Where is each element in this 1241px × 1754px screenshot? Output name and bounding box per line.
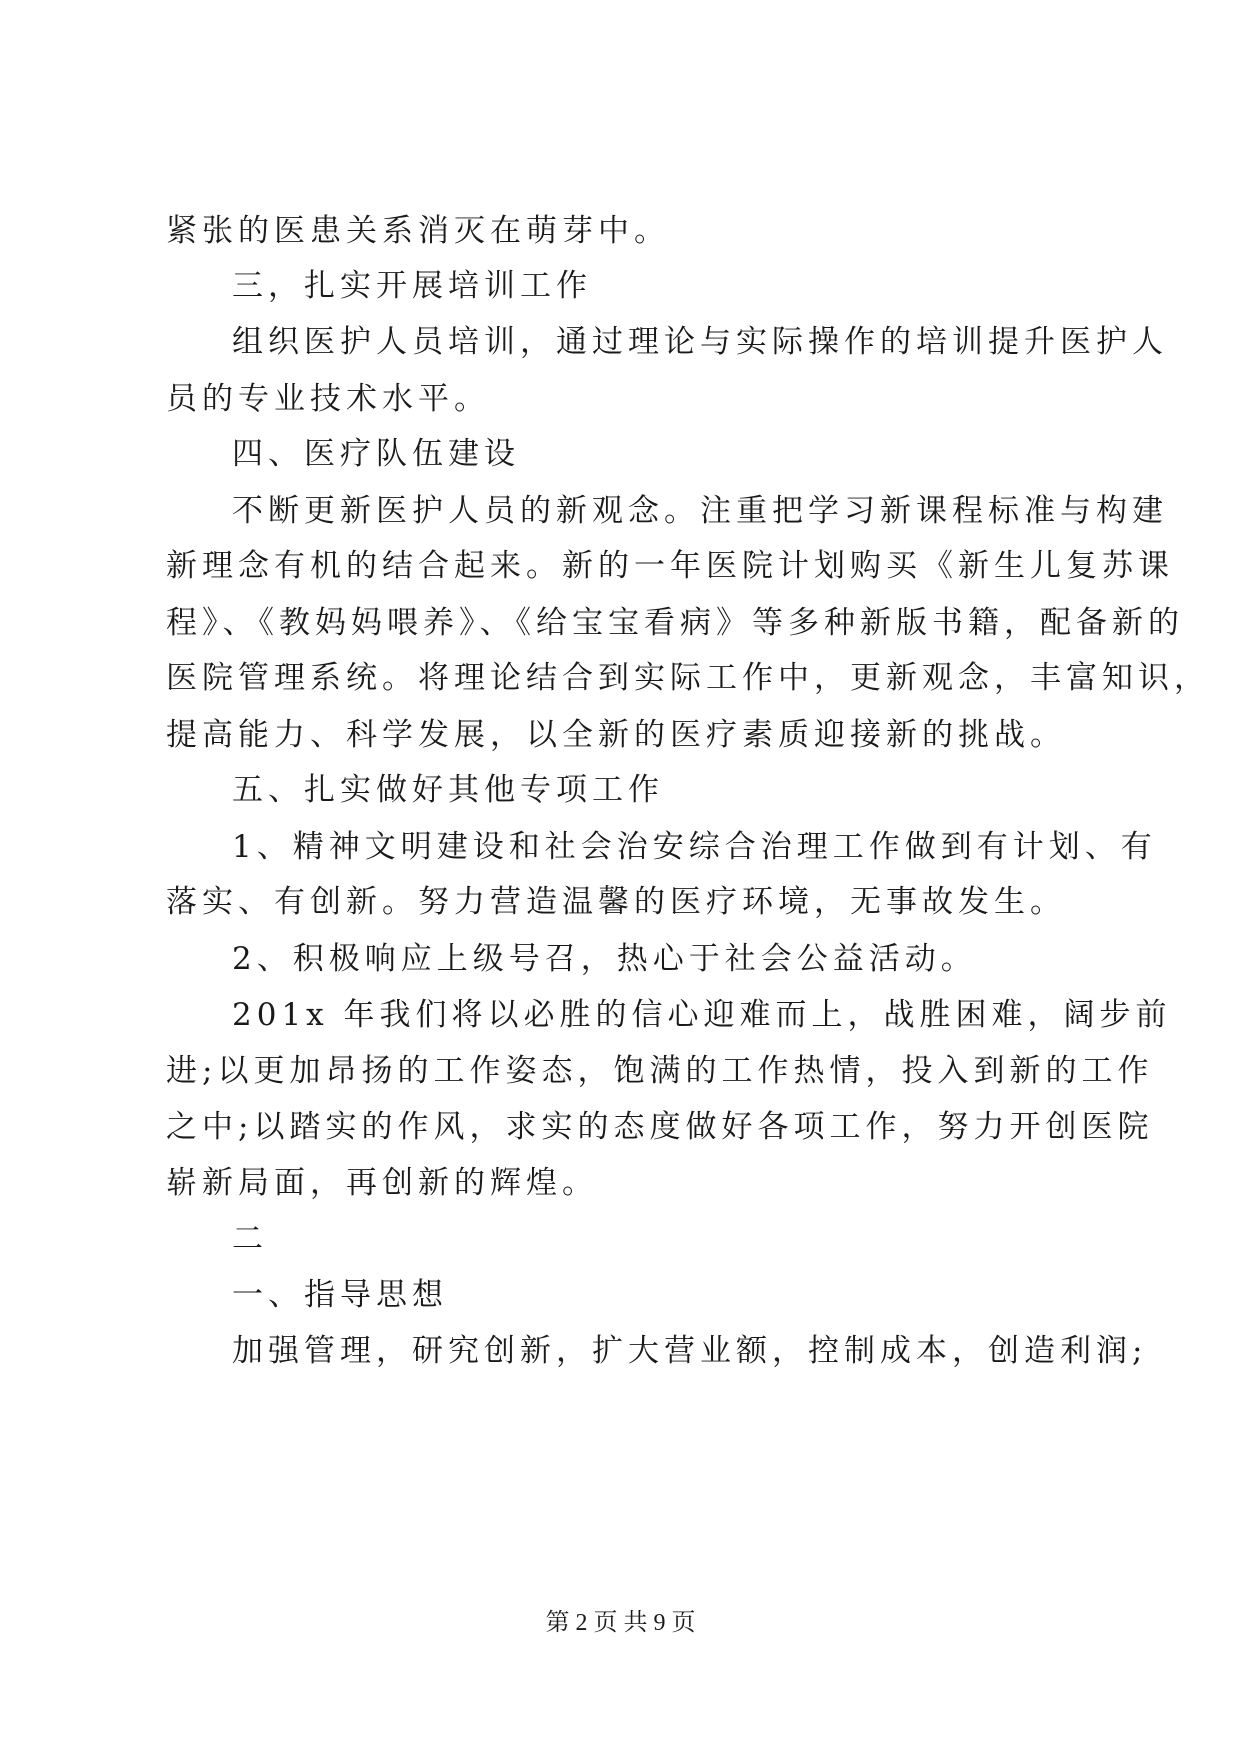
paragraph-line: 组织医护人员培训，通过理论与实际操作的培训提升医护人 bbox=[232, 324, 1168, 360]
paragraph-line: 新理念有机的结合起来。新的一年医院计划购买《新生儿复苏课 bbox=[166, 548, 1174, 584]
paragraph-line: 提高能力、科学发展，以全新的医疗素质迎接新的挑战。 bbox=[166, 717, 1066, 753]
paragraph-line: 2、积极响应上级号召，热心于社会公益活动。 bbox=[232, 941, 977, 977]
section-number: 二 bbox=[232, 1221, 268, 1257]
paragraph-line: 之中;以踏实的作风，求实的态度做好各项工作，努力开创医院 bbox=[166, 1109, 1154, 1145]
paragraph-line: 1、精神文明建设和社会治安综合治理工作做到有计划、有 bbox=[232, 829, 1157, 865]
section-heading: 五、扎实做好其他专项工作 bbox=[232, 772, 664, 808]
section-heading: 四、医疗队伍建设 bbox=[232, 436, 520, 472]
paragraph-line: 程》、《教妈妈喂养》、《给宝宝看病》等多种新版书籍，配备新的 bbox=[166, 605, 1184, 641]
section-heading: 一、指导思想 bbox=[232, 1277, 448, 1313]
paragraph-line: 进;以更加昂扬的工作姿态，饱满的工作热情，投入到新的工作 bbox=[166, 1053, 1154, 1089]
paragraph-line: 员的专业技术水平。 bbox=[166, 381, 490, 417]
paragraph-line: 崭新局面，再创新的辉煌。 bbox=[166, 1165, 598, 1201]
paragraph-line: 不断更新医护人员的新观念。注重把学习新课程标准与构建 bbox=[232, 493, 1168, 529]
paragraph-line: 落实、有创新。努力营造温馨的医疗环境，无事故发生。 bbox=[166, 884, 1066, 920]
paragraph-line: 201x 年我们将以必胜的信心迎难而上，战胜困难，阔步前 bbox=[232, 997, 1172, 1033]
paragraph-line: 紧张的医患关系消灭在萌芽中。 bbox=[166, 213, 670, 249]
page-number-footer: 第 2 页 共 9 页 bbox=[545, 1610, 696, 1636]
section-heading: 三，扎实开展培训工作 bbox=[232, 268, 592, 304]
paragraph-line: 医院管理系统。将理论结合到实际工作中，更新观念，丰富知识， bbox=[166, 660, 1210, 696]
paragraph-line: 加强管理，研究创新，扩大营业额，控制成本，创造利润; bbox=[232, 1333, 1148, 1369]
